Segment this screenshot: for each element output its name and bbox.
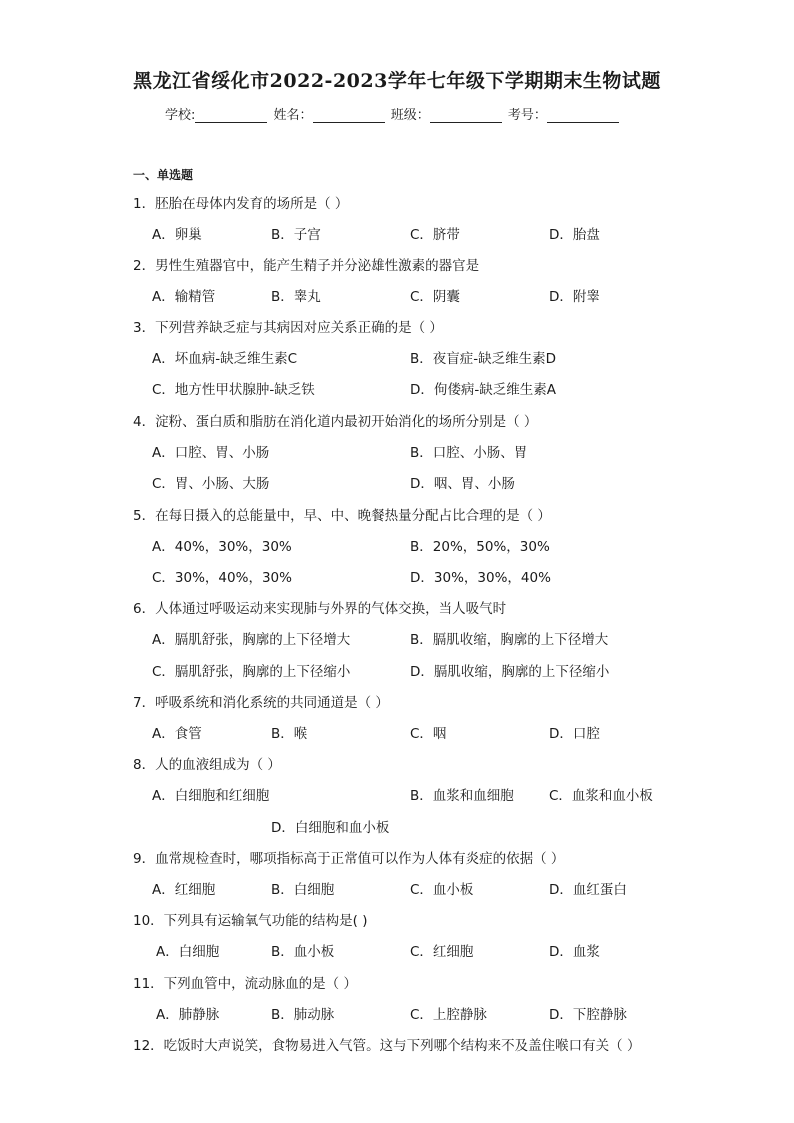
name-label: 姓名： — [273, 108, 313, 123]
option-c: C．膈肌舒张，胸廓的上下径缩小 — [152, 664, 351, 680]
school-label: 学校: — [165, 108, 196, 123]
question-stem: 3．下列营养缺乏症与其病因对应关系正确的是（ ） — [133, 320, 443, 336]
option-c: C．地方性甲状腺肿-缺乏铁 — [152, 382, 315, 398]
name-blank[interactable] — [313, 108, 385, 123]
question-stem: 6．人体通过呼吸运动来实现肺与外界的气体交换，当人吸气时 — [133, 601, 507, 617]
option-d: D．咽、胃、小肠 — [410, 476, 515, 492]
question-stem: 9．血常规检查时，哪项指标高于正常值可以作为人体有炎症的依据（ ） — [133, 851, 565, 867]
option-d: D．口腔 — [549, 726, 600, 742]
option-a: A．卵巢 — [152, 227, 202, 243]
question-stem: 1．胚胎在母体内发育的场所是（ ） — [133, 196, 349, 212]
option-c: C．上腔静脉 — [410, 1007, 487, 1023]
option-b: B．睾丸 — [271, 289, 321, 305]
option-b: B．口腔、小肠、胃 — [410, 445, 528, 461]
option-c: C．脐带 — [410, 227, 460, 243]
option-a: A．膈肌舒张，胸廓的上下径增大 — [152, 632, 351, 648]
option-c: C．30%，40%，30% — [152, 570, 292, 586]
question-stem: 7．呼吸系统和消化系统的共同通道是（ ） — [133, 695, 389, 711]
option-a: A．40%，30%，30% — [152, 539, 292, 555]
option-b: B．20%，50%，30% — [410, 539, 550, 555]
option-b: B．夜盲症-缺乏维生素D — [410, 351, 557, 367]
question-stem: 5．在每日摄入的总能量中，早、中、晚餐热量分配占比合理的是（ ） — [133, 508, 551, 524]
option-a: A．肺静脉 — [156, 1007, 220, 1023]
question-stem: 2．男性生殖器官中，能产生精子并分泌雄性激素的器官是 — [133, 258, 480, 274]
question-stem: 12．吃饭时大声说笑，食物易进入气管。这与下列哪个结构来不及盖住喉口有关（ ） — [133, 1038, 641, 1054]
option-d: D．白细胞和血小板 — [271, 820, 390, 836]
option-c: C．阴囊 — [410, 289, 460, 305]
exam-number-blank[interactable] — [547, 108, 619, 123]
option-b: B．白细胞 — [271, 882, 335, 898]
option-d: D．血红蛋白 — [549, 882, 627, 898]
option-b: B．血浆和血细胞 — [410, 788, 514, 804]
option-a: A．红细胞 — [152, 882, 216, 898]
question-stem: 10．下列具有运输氧气功能的结构是( ) — [133, 913, 368, 929]
exam-number-label: 考号： — [507, 108, 547, 123]
option-a: A．白细胞和红细胞 — [152, 788, 270, 804]
option-d: D．下腔静脉 — [549, 1007, 627, 1023]
option-c: C．胃、小肠、大肠 — [152, 476, 270, 492]
student-info-row — [165, 104, 621, 123]
class-label: 班级： — [390, 108, 430, 123]
option-a: A．坏血病-缺乏维生素C — [152, 351, 298, 367]
option-d: D．30%，30%，40% — [410, 570, 551, 586]
option-d: D．血浆 — [549, 944, 600, 960]
option-b: B．子宫 — [271, 227, 321, 243]
option-a: A．输精管 — [152, 289, 216, 305]
option-b: B．膈肌收缩，胸廓的上下径增大 — [410, 632, 609, 648]
option-d: D．膈肌收缩，胸廓的上下径缩小 — [410, 664, 610, 680]
option-a: A．食管 — [152, 726, 202, 742]
option-a: A．口腔、胃、小肠 — [152, 445, 270, 461]
option-d: D．胎盘 — [549, 227, 600, 243]
class-blank[interactable] — [430, 108, 502, 123]
question-stem: 4．淀粉、蛋白质和脂肪在消化道内最初开始消化的场所分别是（ ） — [133, 414, 538, 430]
question-stem: 8．人的血液组成为（ ） — [133, 757, 281, 773]
option-a: A．白细胞 — [156, 944, 220, 960]
option-b: B．血小板 — [271, 944, 335, 960]
question-stem: 11．下列血管中，流动脉血的是（ ） — [133, 976, 357, 992]
page-title: 黑龙江省绥化市2022-2023学年七年级下学期期末生物试题 — [133, 70, 661, 92]
section-title: 一、单选题 — [133, 168, 194, 182]
option-b: B．肺动脉 — [271, 1007, 335, 1023]
school-blank[interactable] — [195, 108, 267, 123]
option-b: B．喉 — [271, 726, 308, 742]
option-d: D．佝偻病-缺乏维生素A — [410, 382, 557, 398]
option-d: D．附睾 — [549, 289, 600, 305]
option-c: C．红细胞 — [410, 944, 474, 960]
option-c: C．咽 — [410, 726, 447, 742]
option-c: C．血小板 — [410, 882, 474, 898]
option-c: C．血浆和血小板 — [549, 788, 653, 804]
